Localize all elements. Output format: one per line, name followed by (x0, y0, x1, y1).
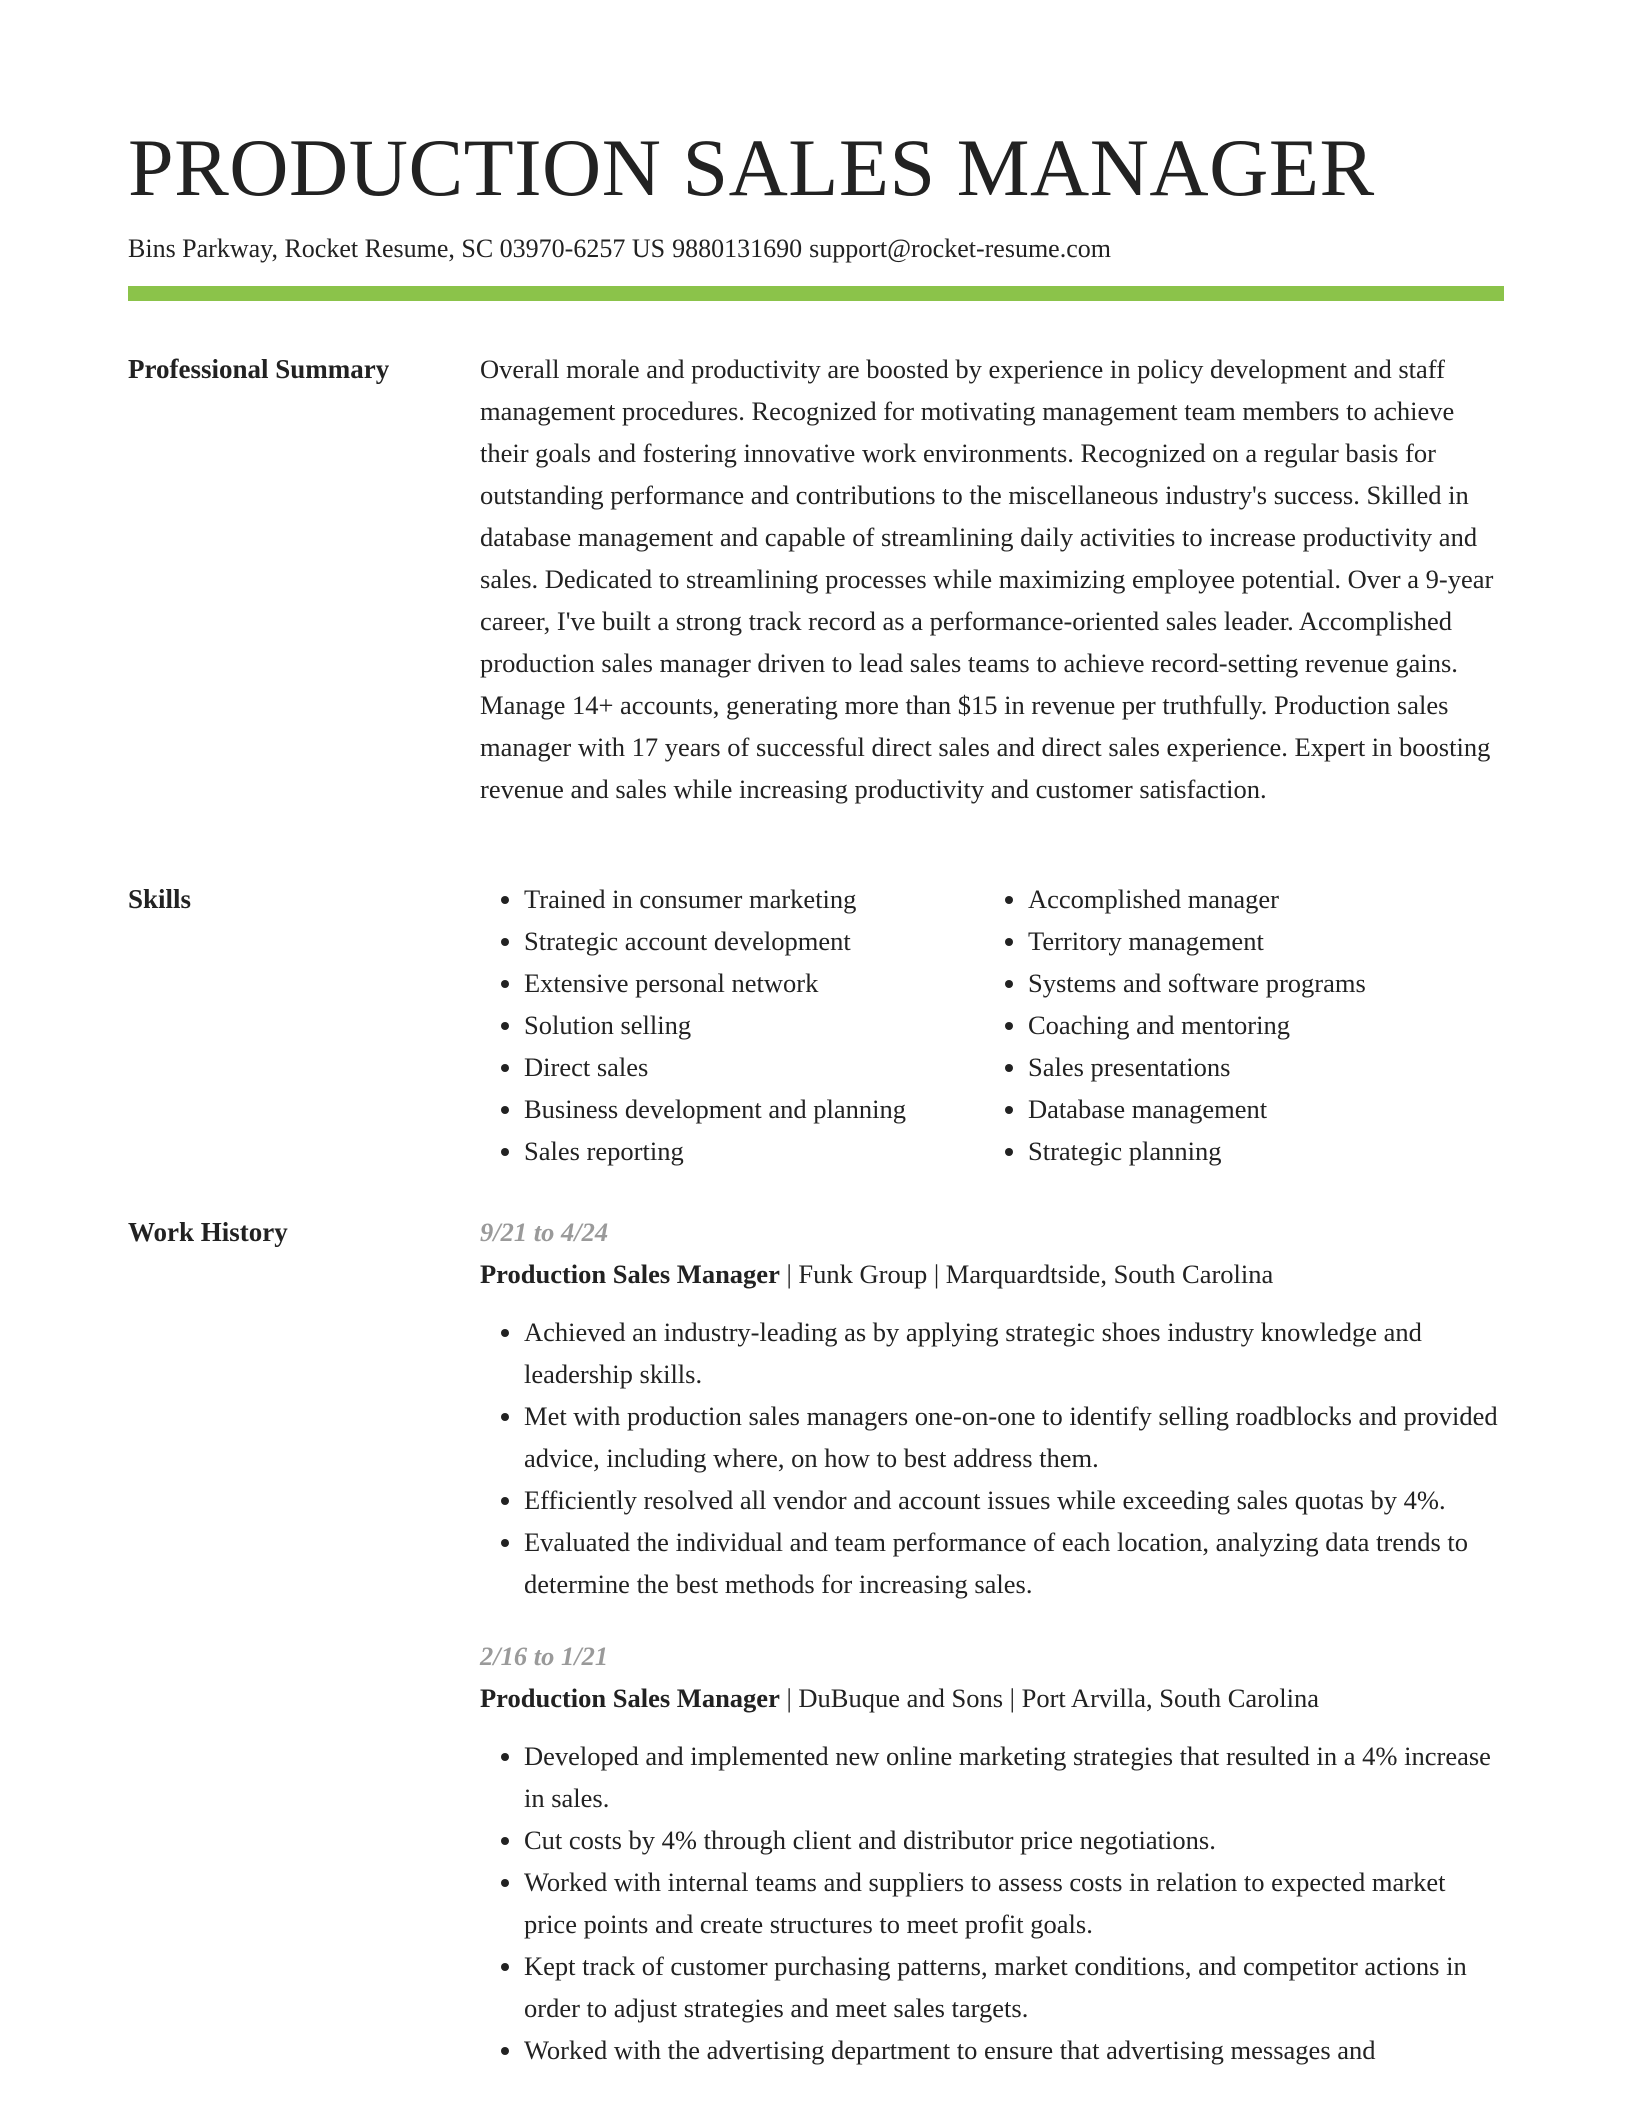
skill-item: • Direct sales (524, 1046, 984, 1088)
skill-item: • Trained in consumer marketing (524, 878, 984, 920)
skills-columns (480, 878, 1504, 1172)
job-entry (480, 1211, 1504, 1605)
work-history-body (480, 1211, 1504, 2071)
work-history-heading: Work History (128, 1217, 288, 1247)
job-bullet: • Evaluated the individual and team performance of each location, analyzing data trends to determine the best methods for increasing sales. (524, 1521, 1504, 1605)
job-title-line (480, 1253, 1504, 1295)
job-entry (480, 1635, 1504, 2071)
skill-item: • Strategic planning (1028, 1130, 1366, 1172)
skill-item: • Accomplished manager (1028, 878, 1366, 920)
job-company-location: | DuBuque and Sons | Port Arvilla, South Carolina (779, 1683, 1319, 1713)
skill-item: • Business development and planning (524, 1088, 984, 1130)
accent-divider (128, 286, 1504, 301)
skill-item: • Systems and software programs (1028, 962, 1366, 1004)
job-bullet: • Met with production sales managers one-on-one to identify selling roadblocks and provided advice, including where, on how to best address them. (524, 1395, 1504, 1479)
job-company-location: | Funk Group | Marquardtside, South Carolina (779, 1259, 1274, 1289)
summary-body (480, 348, 1504, 810)
skill-item: • Solution selling (524, 1004, 984, 1046)
job-bullets (480, 1735, 1504, 2071)
candidate-name: PRODUCTION SALES MANAGER (128, 122, 1375, 213)
skill-item: • Sales reporting (524, 1130, 984, 1172)
job-bullet: • Worked with the advertising department to ensure that advertising messages and (524, 2029, 1504, 2071)
job-bullet: • Efficiently resolved all vendor and account issues while exceeding sales quotas by 4%. (524, 1479, 1504, 1521)
contact-address: Bins Parkway, Rocket Resume, SC 03970-6257 US (128, 234, 666, 263)
job-bullets (480, 1311, 1504, 1605)
job-title: Production Sales Manager (480, 1259, 780, 1289)
skills-heading: Skills (128, 884, 192, 914)
job-dates: 2/16 to 1/21 (480, 1641, 609, 1671)
skills-list-left (480, 878, 984, 1172)
job-bullet: • Kept track of customer purchasing patterns, market conditions, and competitor actions in order to adjust strategies and meet sales targets. (524, 1945, 1504, 2029)
job-bullet: • Cut costs by 4% through client and distributor price negotiations. (524, 1819, 1504, 1861)
skill-item: • Strategic account development (524, 920, 984, 962)
skills-list-right (984, 878, 1366, 1172)
skill-item: • Extensive personal network (524, 962, 984, 1004)
contact-line (128, 232, 1111, 266)
job-title-line (480, 1677, 1504, 1719)
job-bullet: • Developed and implemented new online marketing strategies that resulted in a 4% increase in sales. (524, 1735, 1504, 1819)
summary-text: Overall morale and productivity are boosted by experience in policy development and staff management procedures. Recognized for motivating management team members to achieve their goals and fostering innovative work environments. Recognized on a regular basis for outstanding performance and contributions to the miscellaneous industry's success. Skilled in database management and capable of streamlining daily activities to increase productivity and sales. Dedicated to streamlining processes while maximizing employee potential. Over a 9-year career, I've built a strong track record as a performance-oriented sales leader. Accomplished production sales manager driven to lead sales teams to achieve record-setting revenue gains. Manage 14+ accounts, generating more than $15 in revenue per truthfully. Production sales manager with 17 years of successful direct sales and direct sales experience. Expert in boosting revenue and sales while increasing productivity and customer satisfaction. (480, 354, 1494, 804)
skill-item: • Territory management (1028, 920, 1366, 962)
job-bullet: • Achieved an industry-leading as by applying strategic shoes industry knowledge and leadership skills. (524, 1311, 1504, 1395)
skills-body (480, 878, 1504, 1172)
skill-item: • Coaching and mentoring (1028, 1004, 1366, 1046)
skill-item: • Database management (1028, 1088, 1366, 1130)
job-bullet: • Worked with internal teams and suppliers to assess costs in relation to expected market price points and create structures to meet profit goals. (524, 1861, 1504, 1945)
summary-heading: Professional Summary (128, 354, 390, 384)
job-title: Production Sales Manager (480, 1683, 780, 1713)
job-dates: 9/21 to 4/24 (480, 1217, 609, 1247)
contact-email: support@rocket-resume.com (809, 234, 1111, 263)
contact-phone: 9880131690 (672, 234, 803, 263)
skill-item: • Sales presentations (1028, 1046, 1366, 1088)
